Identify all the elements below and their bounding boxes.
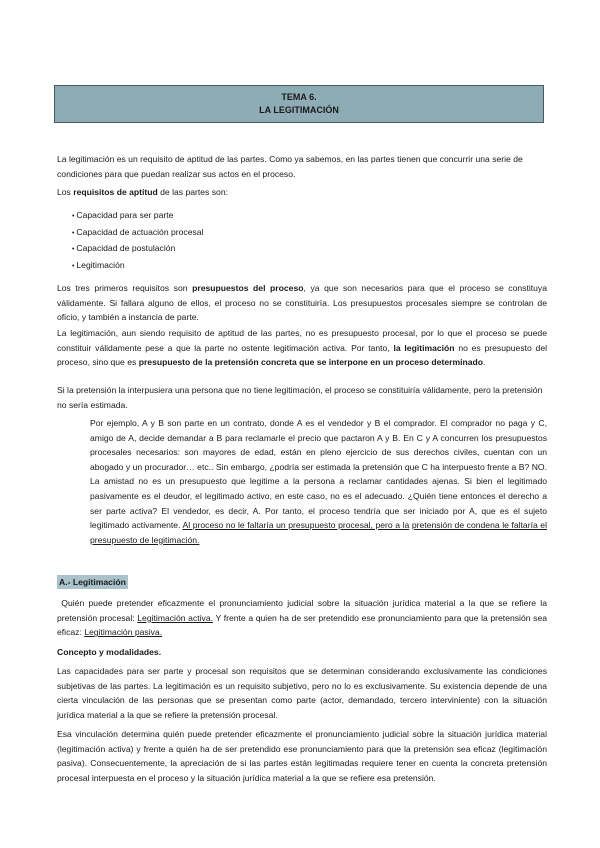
legitimacion-paragraph bbox=[57, 326, 547, 370]
page-title: LA LEGITIMACIÓN bbox=[259, 105, 339, 115]
concepto-heading: Concepto y modalidades. bbox=[57, 647, 162, 657]
ejemplo-underline-1: Al proceso no le faltaría un presupuesto procesal, pero a la bbox=[182, 520, 410, 531]
concepto-paragraph-2: Esa vinculación determina quién puede pretender eficazmente el pronunciamiento judicial sobre la situación jurídica material (legitimación activa) y frente a quién ha de ser pretendido ese pronunciamiento para que la pretensión sea eficaz (legitimación pasiva). Consecuentemente, la apreciación de si las partes están legitimadas requiere tener en cuenta la concreta pretensión procesal interpuesta en el proceso y la situación jurídica material a la que se refiere esa pretensión. bbox=[57, 729, 547, 783]
list-item: • Capacidad de postulación bbox=[72, 240, 204, 257]
requisitos-list bbox=[72, 207, 204, 273]
ejemplo-underline-2: pretensión de condena le faltaría el presupuesto de legitimación. bbox=[90, 520, 547, 545]
requisitos-post: de las partes son: bbox=[157, 187, 228, 197]
list-item: • Legitimación bbox=[72, 257, 204, 274]
para3-b1: la legitimación bbox=[393, 342, 455, 353]
requisitos-intro bbox=[57, 185, 547, 200]
tema-number: TEMA 6. bbox=[281, 92, 317, 102]
section-a-t1: Quién puede pretender eficazmente el pronunciamiento judicial sobre la situación jurídica material a la que se refiere la pretensión procesal: bbox=[57, 598, 548, 623]
title-box bbox=[54, 85, 544, 123]
presupuestos-paragraph bbox=[57, 281, 547, 325]
para2-bold: presupuestos del proceso bbox=[192, 283, 304, 293]
intro-paragraph: La legitimación es un requisito de aptitud de las partes. Como ya sabemos, en las partes tienen que concurrir una serie de condiciones para que puedan realizar sus actos en el proceso. bbox=[57, 154, 523, 179]
requisitos-bold: requisitos de aptitud bbox=[73, 187, 158, 197]
para2-post: , ya que son necesarios para que el proceso se constituya válidamente. Si fallara alguno de ellos, el proceso no se constituiría. Los presupuestos procesales siempre se controlan de oficio, y también a instancia de parte. bbox=[57, 283, 548, 323]
legitimacion-definition bbox=[57, 596, 547, 640]
section-heading-legitimacion: A.- Legitimación bbox=[59, 577, 126, 587]
requisitos-pre: Los bbox=[57, 187, 74, 197]
list-item: • Capacidad de actuación procesal bbox=[72, 224, 204, 241]
list-item: • Capacidad para ser parte bbox=[72, 207, 204, 224]
para3-t2: no es presupuesto del proceso, sino que es bbox=[57, 342, 548, 368]
para2-pre: Los tres primeros requisitos son bbox=[57, 283, 193, 293]
legitimacion-pasiva: Legitimación pasiva. bbox=[84, 627, 163, 638]
concepto-paragraph-1: Las capacidades para ser parte y procesal son requisitos que se determinan considerando exclusivamente las condiciones subjetivas de las partes. La legitimación es un requisito subjetivo, pero no lo es exclusivamente. Su existencia depende de una cierta vinculación de las personas que se presentan como parte (actor, demandado, tercero interviniente) con la situación jurídica material a la que se refiere la pretensión procesal. bbox=[57, 666, 547, 720]
legitimacion-activa: Legitimación activa. bbox=[137, 612, 214, 623]
para3-b2: presupuesto de la pretensión concreta que se interpone en un proceso determinado bbox=[138, 357, 484, 368]
para3-t1: La legitimación, aun siendo requisito de aptitud de las partes, no es presupuesto procesal, por lo que el proceso se puede constituir válidamente pese a que la parte no ostente legitimación activa. Por tanto, bbox=[57, 328, 547, 353]
ejemplo-text: Por ejemplo, A y B son parte en un contrato, donde A es el vendedor y B el comprador. El comprador no paga y C, amigo de A, decide demandar a B para reclamarle el precio que pactaron A y B. En C y A concurren los presupuestos procesales necesarios: son mayores de edad, están en pleno ejercicio de sus derechos civiles, cuentan con un abogado y un procurador… etc.. Sin embargo, ¿podría ser estimada la pretensión que C ha interpuesto frente a B? NO. La amistad no es un presupuesto que legitime a la persona a reclamar cantidades ajenas. Si bien el legitimado pasivamente es el deudor, el legitimado activo, en este caso, no es el adecuado. ¿Quién tiene entonces el derecho a ser parte activa? El vendedor, es decir, A. Por tanto, el proceso tendría que ser iniciado por A, que es el sujeto legitimado activamente. bbox=[90, 418, 547, 531]
ejemplo-paragraph bbox=[90, 416, 547, 547]
section-a-t2: Y frente a quien ha de ser pretendido ese pronunciamiento para que la pretensión sea eficaz: bbox=[57, 612, 548, 638]
para3-t3: . bbox=[483, 357, 486, 368]
pretension-paragraph: Si la pretensión la interpusiera una persona que no tiene legitimación, el proceso se constituiría válidamente, pero la pretensión no sería estimada. bbox=[57, 385, 543, 410]
